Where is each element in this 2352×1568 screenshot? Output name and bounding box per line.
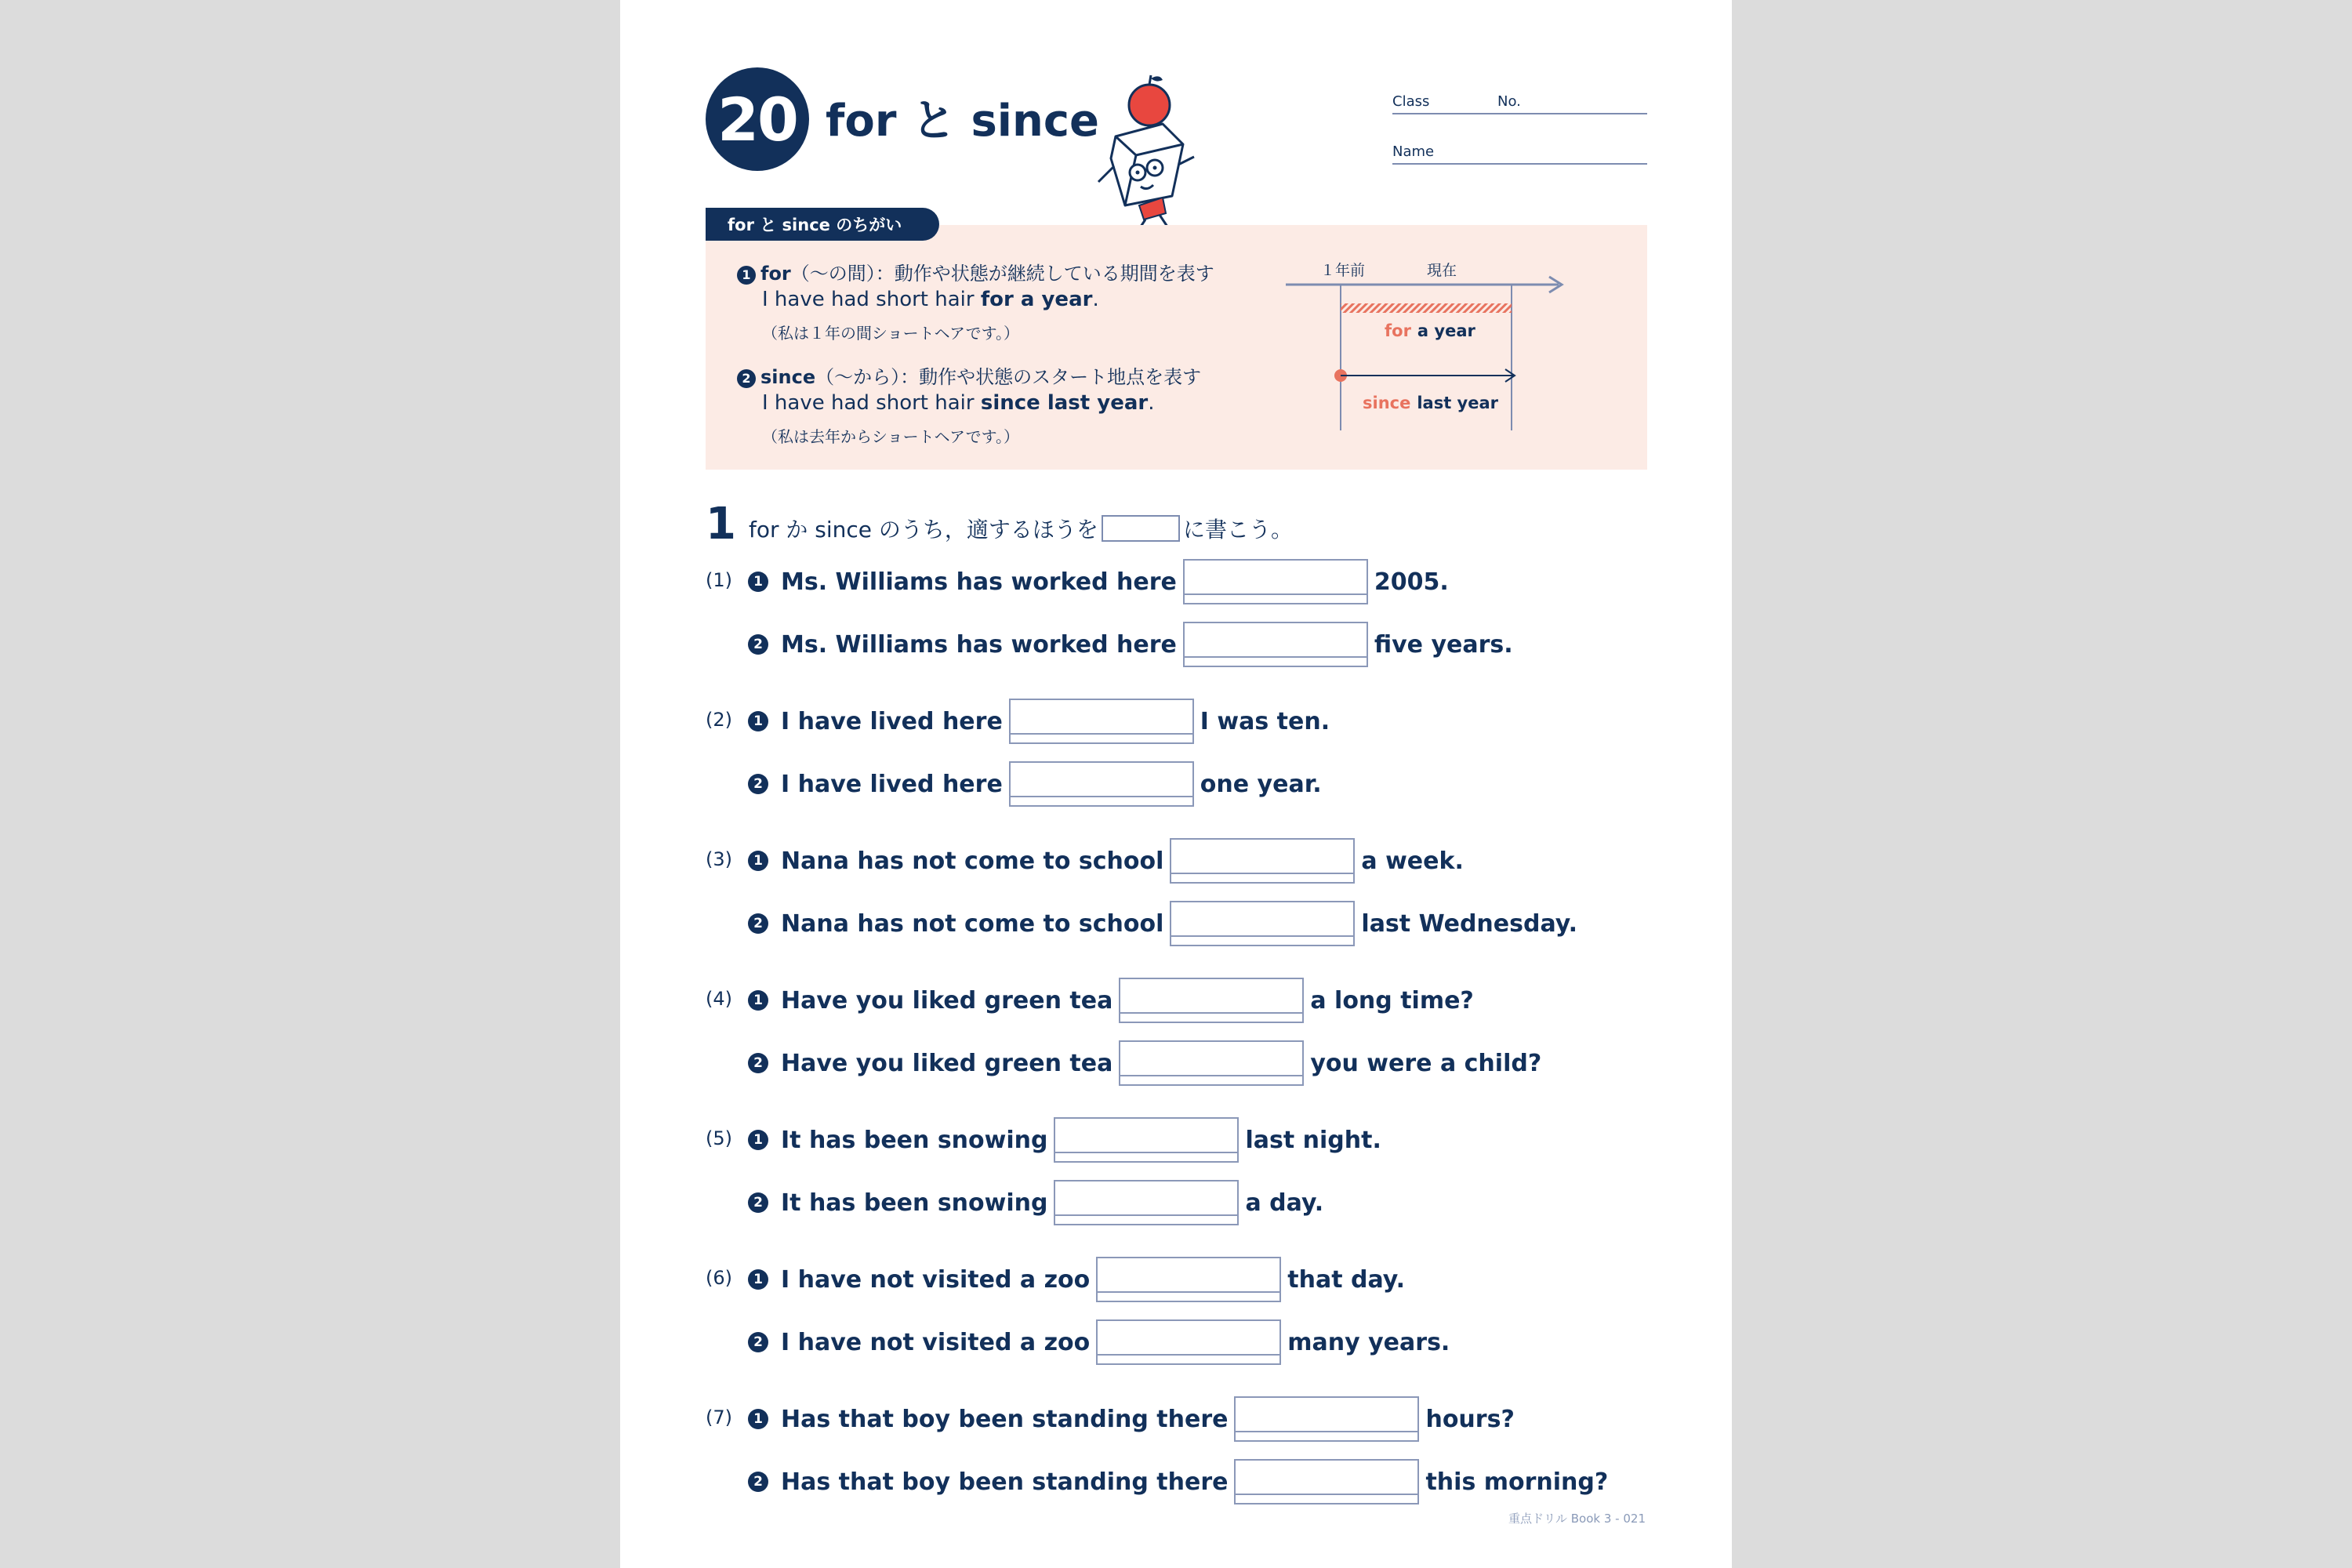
name-label: Name	[1392, 143, 1435, 160]
for-rest: a year	[1417, 321, 1475, 340]
rule-since-heading	[737, 361, 1201, 389]
instruction-answer-box-sample	[1102, 515, 1180, 542]
question-group-label: (3)	[706, 848, 732, 870]
question-group-label: (2)	[706, 709, 732, 731]
sentence-before-blank: It has been snowing	[781, 1189, 1048, 1217]
answer-box[interactable]	[1183, 622, 1368, 667]
sentence-after-blank: last Wednesday.	[1361, 909, 1577, 938]
question-group-label: (7)	[706, 1406, 732, 1428]
question-row	[748, 1458, 1608, 1505]
answer-box[interactable]	[1170, 901, 1355, 946]
answer-box[interactable]	[1119, 1040, 1304, 1086]
since-rest: last year	[1417, 394, 1499, 412]
sub-question-number: 1	[748, 851, 768, 871]
mascot-illustration	[1091, 72, 1208, 237]
question-row	[748, 1040, 1541, 1087]
sentence-after-blank: five years.	[1374, 630, 1513, 659]
sentence-before-blank: Have you liked green tea	[781, 1049, 1113, 1077]
sentence-after-blank: a long time?	[1310, 986, 1474, 1014]
rule-description: （〜から）：動作や状態のスタート地点を表す	[815, 366, 1202, 388]
answer-box[interactable]	[1054, 1117, 1239, 1163]
example-period: .	[1148, 391, 1155, 415]
sentence-before-blank: Nana has not come to school	[781, 847, 1164, 875]
exercise-number: 1	[706, 499, 736, 550]
explanation-box	[706, 225, 1647, 470]
sentence-after-blank: this morning?	[1425, 1468, 1609, 1496]
sub-question-number: 2	[748, 1332, 768, 1352]
question-group-label: (4)	[706, 988, 732, 1010]
sentence-after-blank: I was ten.	[1200, 707, 1330, 735]
sentence-before-blank: It has been snowing	[781, 1126, 1048, 1154]
example-text: I have had short hair	[762, 391, 981, 415]
sub-question-number: 1	[748, 990, 768, 1011]
answer-box[interactable]	[1096, 1257, 1281, 1302]
sub-question-number: 2	[748, 913, 768, 934]
question-group-label: (6)	[706, 1267, 732, 1289]
for-word: for	[1385, 321, 1411, 340]
sub-question-number: 2	[748, 774, 768, 794]
question-row	[748, 760, 1322, 808]
answer-box[interactable]	[1096, 1319, 1281, 1365]
timeline-right-label: 現在	[1427, 262, 1457, 279]
question-row	[748, 1179, 1323, 1226]
since-label	[1363, 394, 1499, 412]
answer-box[interactable]	[1054, 1180, 1239, 1225]
question-row	[748, 837, 1464, 884]
sentence-after-blank: 2005.	[1374, 568, 1449, 596]
sub-question-number: 2	[748, 634, 768, 655]
worksheet-page	[620, 0, 1732, 1568]
sub-question-number: 1	[748, 572, 768, 592]
rule-for-translation: （私は１年の間ショートヘアです。）	[762, 324, 1019, 343]
question-row	[748, 1256, 1405, 1303]
sentence-after-blank: you were a child?	[1310, 1049, 1542, 1077]
answer-box[interactable]	[1170, 838, 1355, 884]
sub-question-number: 1	[748, 711, 768, 731]
instruction-text: for か since のうち，適するほうを	[749, 517, 1098, 543]
timeline-left-label: １年前	[1320, 262, 1366, 279]
rule-since-example	[762, 391, 1154, 415]
rule-number: 1	[737, 266, 756, 285]
rule-for-heading	[737, 258, 1214, 285]
question-row	[748, 1396, 1515, 1443]
sentence-after-blank: one year.	[1200, 770, 1322, 798]
answer-box[interactable]	[1009, 699, 1194, 744]
example-keyword: for a year	[980, 288, 1093, 311]
number-label: No.	[1497, 93, 1521, 110]
sub-question-number: 1	[748, 1269, 768, 1290]
example-period: .	[1092, 288, 1099, 311]
question-row	[748, 1116, 1381, 1163]
since-word: since	[1363, 394, 1411, 412]
sentence-before-blank: I have not visited a zoo	[781, 1328, 1091, 1356]
question-group-label: (1)	[706, 569, 732, 591]
rule-description: （〜の間）：動作や状態が継続している期間を表す	[790, 263, 1214, 285]
question-row	[748, 558, 1449, 605]
answer-box[interactable]	[1234, 1459, 1419, 1504]
answer-box[interactable]	[1234, 1396, 1419, 1442]
example-keyword: since last year	[980, 391, 1149, 415]
question-row	[748, 621, 1513, 668]
sub-question-number: 2	[748, 1472, 768, 1492]
sentence-before-blank: Ms. Williams has worked here	[781, 630, 1177, 659]
instruction-text-end: に書こう。	[1182, 517, 1293, 543]
sentence-before-blank: Has that boy been standing there	[781, 1405, 1229, 1433]
rule-since-translation: （私は去年からショートヘアです。）	[762, 427, 1019, 446]
question-row	[748, 900, 1577, 947]
for-label	[1385, 321, 1476, 340]
timeline-diagram	[1286, 256, 1584, 460]
sentence-before-blank: I have not visited a zoo	[781, 1265, 1091, 1294]
question-row	[748, 977, 1474, 1024]
rule-keyword: for	[760, 263, 791, 285]
page-title: for と since	[826, 96, 1100, 147]
sentence-before-blank: Has that boy been standing there	[781, 1468, 1229, 1496]
sub-question-number: 1	[748, 1409, 768, 1429]
class-number-field[interactable]	[1392, 82, 1647, 114]
answer-box[interactable]	[1183, 559, 1368, 604]
class-label: Class	[1392, 93, 1430, 110]
sentence-after-blank: that day.	[1287, 1265, 1405, 1294]
sentence-before-blank: Have you liked green tea	[781, 986, 1113, 1014]
lesson-number-badge: 20	[706, 67, 809, 171]
rule-keyword: since	[760, 366, 816, 388]
exercise-instruction	[749, 513, 1293, 544]
name-field[interactable]	[1392, 132, 1647, 165]
answer-box[interactable]	[1009, 761, 1194, 807]
sentence-before-blank: I have lived here	[781, 707, 1003, 735]
question-group-label: (5)	[706, 1127, 732, 1149]
sentence-before-blank: I have lived here	[781, 770, 1003, 798]
rule-for-example	[762, 288, 1099, 311]
sub-question-number: 1	[748, 1130, 768, 1150]
sentence-after-blank: a week.	[1361, 847, 1464, 875]
sentence-before-blank: Ms. Williams has worked here	[781, 568, 1177, 596]
sentence-after-blank: last night.	[1245, 1126, 1381, 1154]
explanation-tab: for と since のちがい	[706, 208, 939, 241]
for-period-bar	[1341, 303, 1512, 313]
sub-question-number: 2	[748, 1192, 768, 1213]
sentence-before-blank: Nana has not come to school	[781, 909, 1164, 938]
sentence-after-blank: many years.	[1287, 1328, 1450, 1356]
footer-page-info: 重点ドリル Book 3 - 021	[1508, 1512, 1646, 1526]
sentence-after-blank: a day.	[1245, 1189, 1324, 1217]
example-text: I have had short hair	[762, 288, 981, 311]
question-row	[748, 698, 1330, 745]
answer-box[interactable]	[1119, 978, 1304, 1023]
sub-question-number: 2	[748, 1053, 768, 1073]
rule-number: 2	[737, 369, 756, 388]
question-row	[748, 1319, 1450, 1366]
sentence-after-blank: hours?	[1425, 1405, 1515, 1433]
